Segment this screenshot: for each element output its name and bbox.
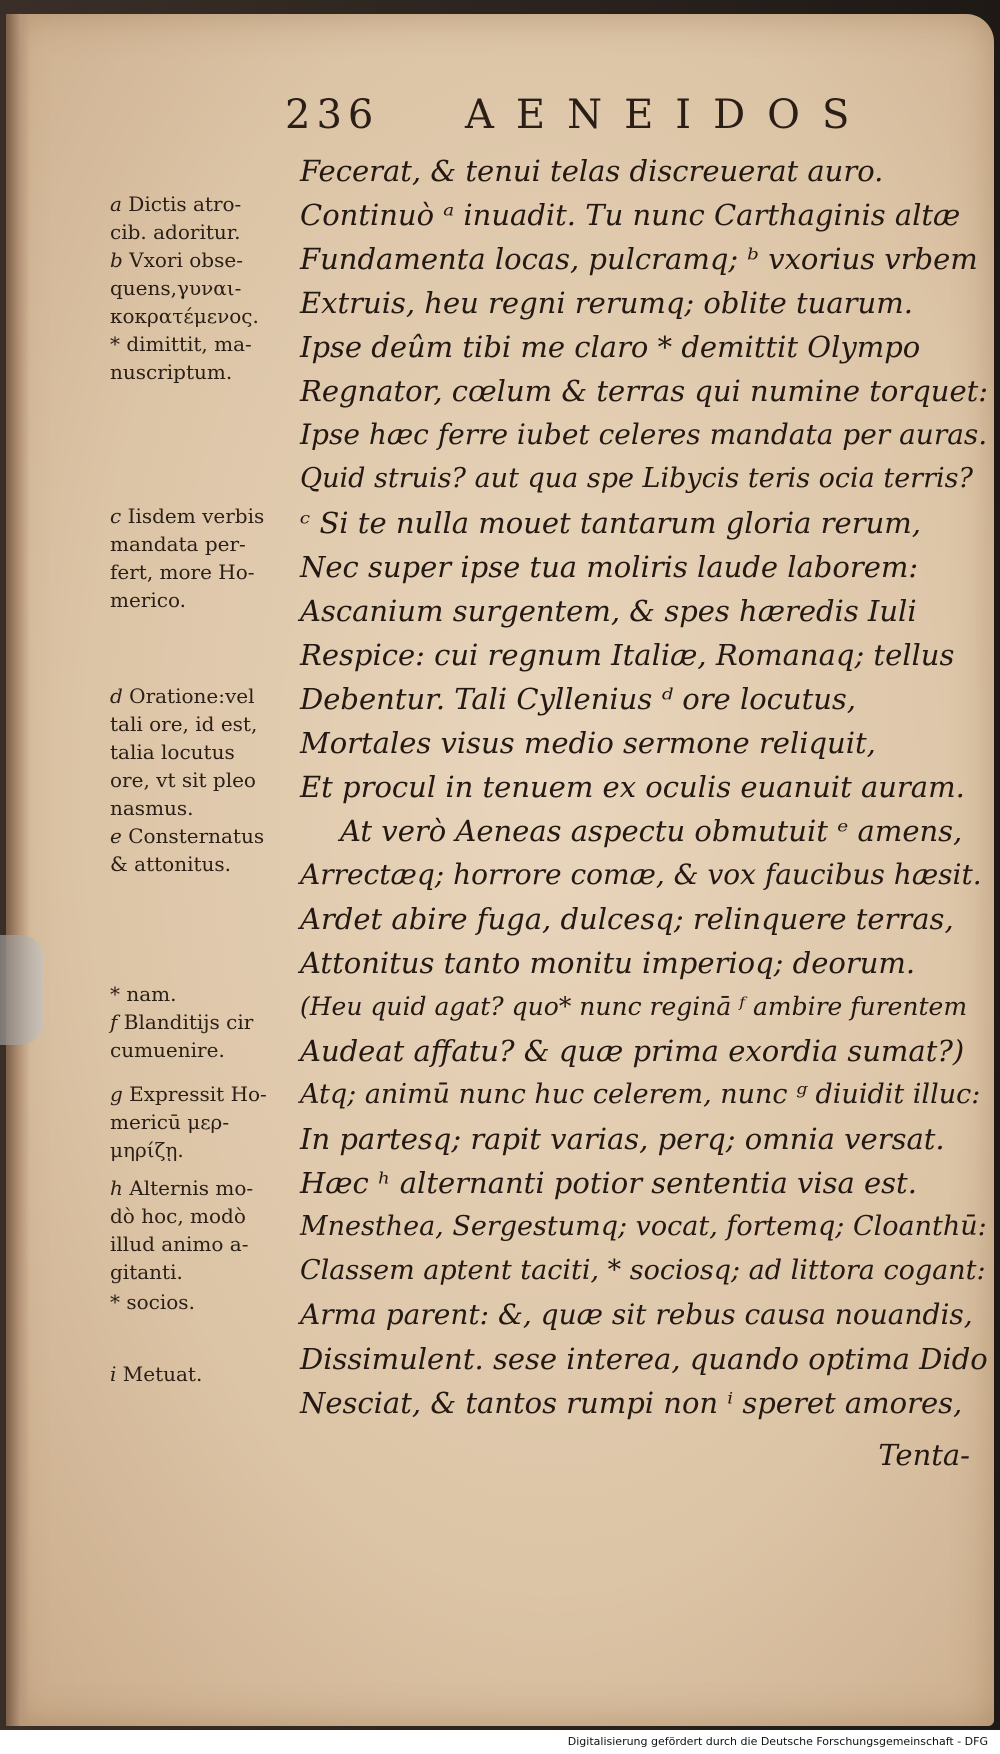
margin-note: e Consternatus & attonitus. [110,824,265,876]
verse-line: Debentur. Tali Cyllenius ᵈ ore locutus, [300,682,857,716]
verse-line: Nesciat, & tantos rumpi non ⁱ speret amores, [300,1386,963,1420]
margin-notes [110,190,295,1440]
margin-note: g Expressit Ho- mericū μερ- μηρίζῃ. [110,1082,267,1162]
verse-line: Fecerat, & tenui telas discreuerat auro. [300,154,884,188]
verse-line: Classem aptent taciti, * sociosq; ad littora cogant: [300,1255,986,1286]
margin-note: a Dictis atro- cib. adoritur. [110,192,242,244]
margin-note: c Iisdem verbis mandata per- fert, more Ho- merico. [110,504,265,612]
footer-text: Digitalisierung gefördert durch die Deutsche Forschungsgemeinschaft - DFG [567,1735,988,1748]
page-clip-tab [0,935,44,1045]
margin-note: * nam. [110,982,177,1006]
digitization-footer [0,1730,1000,1754]
page-number: 236 [285,92,380,138]
verse-line: Ascanium surgentem, & spes hæredis Iuli [300,594,917,628]
running-head: AENEIDOS [465,92,872,138]
verse-line: Hæc ʰ alternanti potior sententia visa est. [300,1166,917,1200]
verse-line: ᶜ Si te nulla mouet tantarum gloria rerum, [300,506,921,540]
verse-line: Quid struis? aut qua spe Libycis teris ocia terris? [300,463,973,494]
verse-line: Dissimulent. sese interea, quando optima Dido [300,1342,988,1376]
margin-note: d Oratione:vel tali ore, id est, talia locutus ore, vt sit pleo nasmus. [110,684,258,820]
verse-line: Ardet abire fuga, dulcesq; relinquere terras, [300,902,954,936]
catchword: Tenta- [878,1438,970,1472]
verse-line: Respice: cui regnum Italiæ, Romanaq; tellus [300,638,955,672]
margin-note: f Blanditijs cir cumuenire. [110,1010,254,1062]
verse-line: Mortales visus medio sermone reliquit, [300,726,876,760]
page-spine-shadow [6,14,30,1726]
page-header [285,92,872,142]
verse-line: Arma parent: &, quæ sit rebus causa nouandis, [300,1298,973,1331]
verse-line: Mnesthea, Sergestumq; vocat, fortemq; Cloanthū: [300,1211,987,1242]
verse-text [300,150,989,1470]
verse-line: Ipse hæc ferre iubet celeres mandata per auras. [300,418,988,451]
verse-line: Atq; animū nunc huc celerem, nunc ᵍ diuidit illuc: [300,1079,981,1110]
verse-line: (Heu quid agat? quo* nunc reginā ᶠ ambire furentem [300,992,968,1021]
margin-note: * socios. [110,1290,195,1314]
margin-note: i Metuat. [110,1362,203,1386]
verse-line: Extruis, heu regni rerumq; oblite tuarum. [300,286,913,320]
verse-line: Continuò ᵃ inuadit. Tu nunc Carthaginis altæ [300,198,961,232]
verse-line: In partesq; rapit varias, perq; omnia versat. [300,1122,945,1156]
verse-line: Arrectæq; horrore comæ, & vox faucibus hæsit. [300,858,982,891]
verse-line: Regnator, cœlum & terras qui numine torquet: [300,374,989,408]
verse-line: Et procul in tenuem ex oculis euanuit auram. [300,770,965,804]
verse-line: Nec super ipse tua moliris laude laborem: [300,550,919,584]
margin-note: * dimittit, ma- nuscriptum. [110,332,252,384]
margin-note: h Alternis mo- dò hoc, modò illud animo a- gitanti. [110,1176,254,1284]
verse-line: Ipse deûm tibi me claro * demittit Olympo [300,330,921,364]
verse-line: Fundamenta locas, pulcramq; ᵇ vxorius vrbem [300,242,978,276]
verse-line: At verò Aeneas aspectu obmutuit ᵉ amens, [340,814,963,848]
margin-note: b Vxori obse- quens,γυναι- κοκρατέμενος. [110,248,259,328]
verse-line: Attonitus tanto monitu imperioq; deorum. [300,946,916,980]
verse-line: Audeat affatu? & quæ prima exordia sumat?) [300,1034,965,1068]
